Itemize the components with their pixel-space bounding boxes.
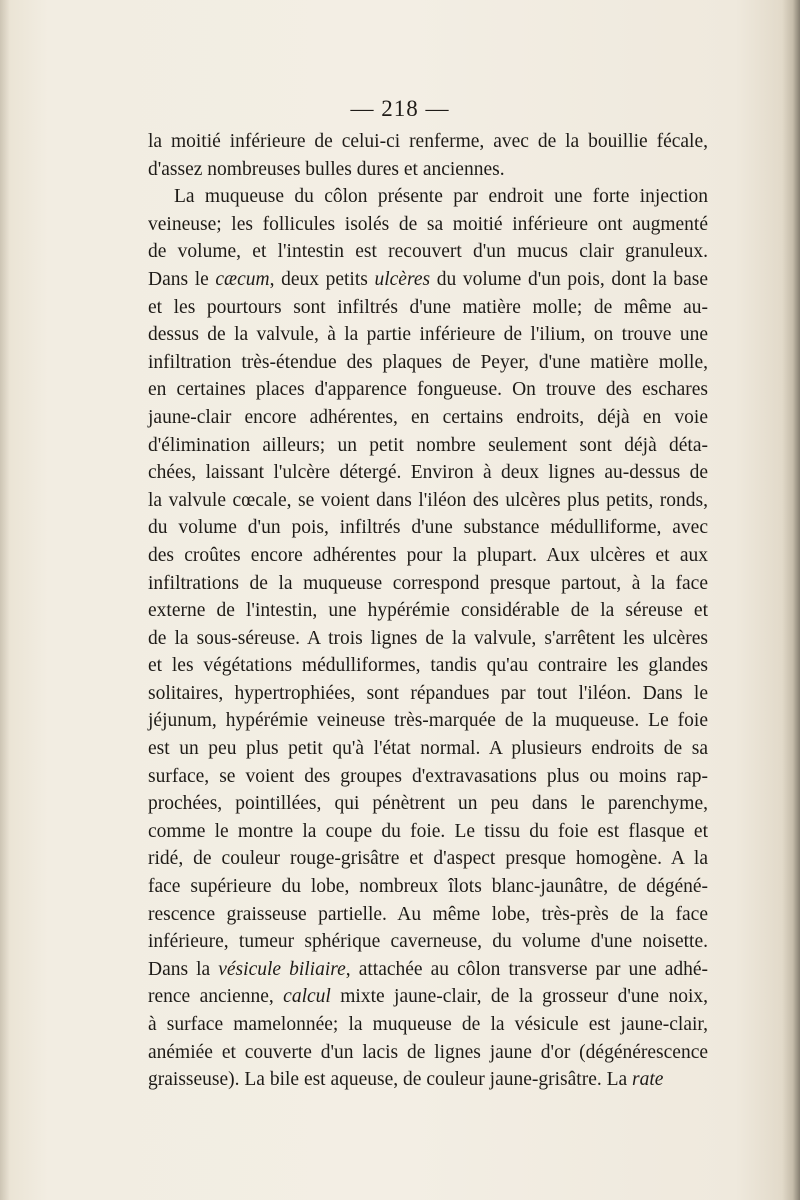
text-line [148, 818, 708, 846]
text-run: mixte jaune-clair, de la grosseur d'une noix, [330, 986, 708, 1008]
text-run: Dans la [148, 958, 219, 980]
text-run: chées, laissant l'ulcère détergé. Environ à deux lignes au-dessus de [148, 462, 708, 484]
italic-term: cæcum [215, 268, 270, 290]
text-line [148, 542, 708, 570]
text-run: à surface mamelonnée; la muqueuse de la vésicule est jaune-clair, [148, 1014, 708, 1035]
text-run: infiltration très-étendue des plaques de Peyer, d'une matière molle, [148, 351, 708, 373]
text-run: jaune-clair encore adhérentes, en certains endroits, déjà en voie [148, 406, 708, 428]
text-run: inférieure, tumeur sphérique caverneuse, du volume d'une noisette. [148, 931, 708, 953]
text-line [148, 625, 708, 653]
text-line [148, 1039, 708, 1067]
text-line [148, 238, 708, 266]
text-run: du volume d'un pois, infiltrés d'une substance médulliforme, avec [148, 517, 708, 539]
text-line [148, 597, 708, 625]
text-run: d'assez nombreuses bulles dures et anciennes. [148, 158, 505, 180]
italic-term: calcul [283, 986, 331, 1008]
page-gutter-shadow [0, 0, 10, 1200]
text-line [148, 349, 708, 377]
text-run: de volume, et l'intestin est recouvert d'un mucus clair granuleux. [148, 241, 708, 263]
italic-term: vésicule biliaire [218, 958, 346, 980]
text-line [148, 321, 708, 349]
text-line [148, 873, 708, 901]
text-run: anémiée et couverte d'un lacis de lignes jaune d'or (dégénérescence [148, 1041, 708, 1063]
text-line [148, 404, 708, 432]
text-run: et les végétations médulliformes, tandis qu'au contraire les glandes [148, 655, 708, 677]
text-run: et les pourtours sont infiltrés d'une matière molle; de même au- [148, 296, 708, 318]
text-run: , attachée au côlon transverse par une adhé- [345, 958, 708, 980]
text-line [148, 570, 708, 598]
text-line [148, 514, 708, 542]
text-line [148, 1011, 708, 1039]
text-line [148, 707, 708, 735]
italic-term: rate [632, 1069, 664, 1091]
text-run: surface, se voient des groupes d'extravasations plus ou moins rap- [148, 765, 708, 787]
text-run: ridé, de couleur rouge-grisâtre et d'aspect presque homogène. A la [148, 848, 708, 870]
text-run: jéjunum, hypérémie veineuse très-marquée de la muqueuse. Le foie [148, 710, 708, 732]
text-run: La muqueuse du côlon présente par endroit une forte injection [174, 186, 708, 208]
text-line [148, 266, 708, 294]
text-run: externe de l'intestin, une hypérémie considérable de la séreuse et [148, 600, 708, 622]
page-edge-shadow [782, 0, 800, 1200]
text-run: comme le montre la coupe du foie. Le tissu du foie est flasque et [148, 820, 708, 842]
text-line [148, 983, 708, 1011]
text-run: infiltrations de la muqueuse correspond presque partout, à la face [148, 572, 708, 594]
text-run: la valvule cœcale, se voient dans l'iléon des ulcères plus petits, ronds, [148, 489, 708, 511]
text-line [148, 928, 708, 956]
page-number: — 218 — [350, 96, 450, 121]
text-line [148, 432, 708, 460]
text-line [148, 211, 708, 239]
text-run: dessus de la valvule, à la partie inférieure de l'ilium, on trouve une [148, 324, 708, 346]
text-line [148, 128, 708, 156]
text-run: en certaines places d'apparence fongueuse. On trouve des eschares [148, 379, 708, 401]
text-line [148, 680, 708, 708]
text-line [148, 487, 708, 515]
text-line [148, 183, 708, 211]
italic-term: ulcères [374, 268, 431, 290]
text-line [148, 763, 708, 791]
text-line [148, 376, 708, 404]
text-run: la moitié inférieure de celui-ci renferme, avec de la bouillie fécale, [148, 131, 708, 152]
text-run: rence ancienne, [148, 986, 284, 1008]
text-run: face supérieure du lobe, nombreux îlots blanc-jaunâtre, de dégéné- [148, 876, 708, 898]
text-run: Dans le [148, 268, 216, 290]
text-run: prochées, pointillées, qui pénètrent un peu dans le parenchyme, [148, 793, 708, 815]
text-line [148, 459, 708, 487]
text-line [148, 156, 708, 184]
text-run: du volume d'un pois, dont la base [430, 268, 708, 290]
text-run: veineuse; les follicules isolés de sa moitié inférieure ont augmenté [148, 213, 708, 235]
text-run: solitaires, hypertrophiées, sont répandues par tout l'iléon. Dans le [148, 682, 708, 704]
text-run: d'élimination ailleurs; un petit nombre seulement sont déjà déta- [148, 434, 708, 456]
text-line [148, 790, 708, 818]
text-line [148, 735, 708, 763]
text-run: de la sous-séreuse. A trois lignes de la valvule, s'arrêtent les ulcères [148, 627, 708, 649]
body-text [148, 128, 708, 1094]
text-run: , deux petits [269, 268, 375, 290]
text-run: rescence graisseuse partielle. Au même lobe, très-près de la face [148, 903, 708, 925]
text-run: des croûtes encore adhérentes pour la plupart. Aux ulcères et aux [148, 544, 708, 566]
text-line [148, 1066, 708, 1094]
text-run: est un peu plus petit qu'à l'état normal. A plusieurs endroits de sa [148, 738, 708, 760]
text-line [148, 652, 708, 680]
text-line [148, 956, 708, 984]
text-line [148, 845, 708, 873]
text-line [148, 901, 708, 929]
text-line [148, 294, 708, 322]
text-run: graisseuse). La bile est aqueuse, de couleur jaune-grisâtre. La [148, 1069, 633, 1091]
